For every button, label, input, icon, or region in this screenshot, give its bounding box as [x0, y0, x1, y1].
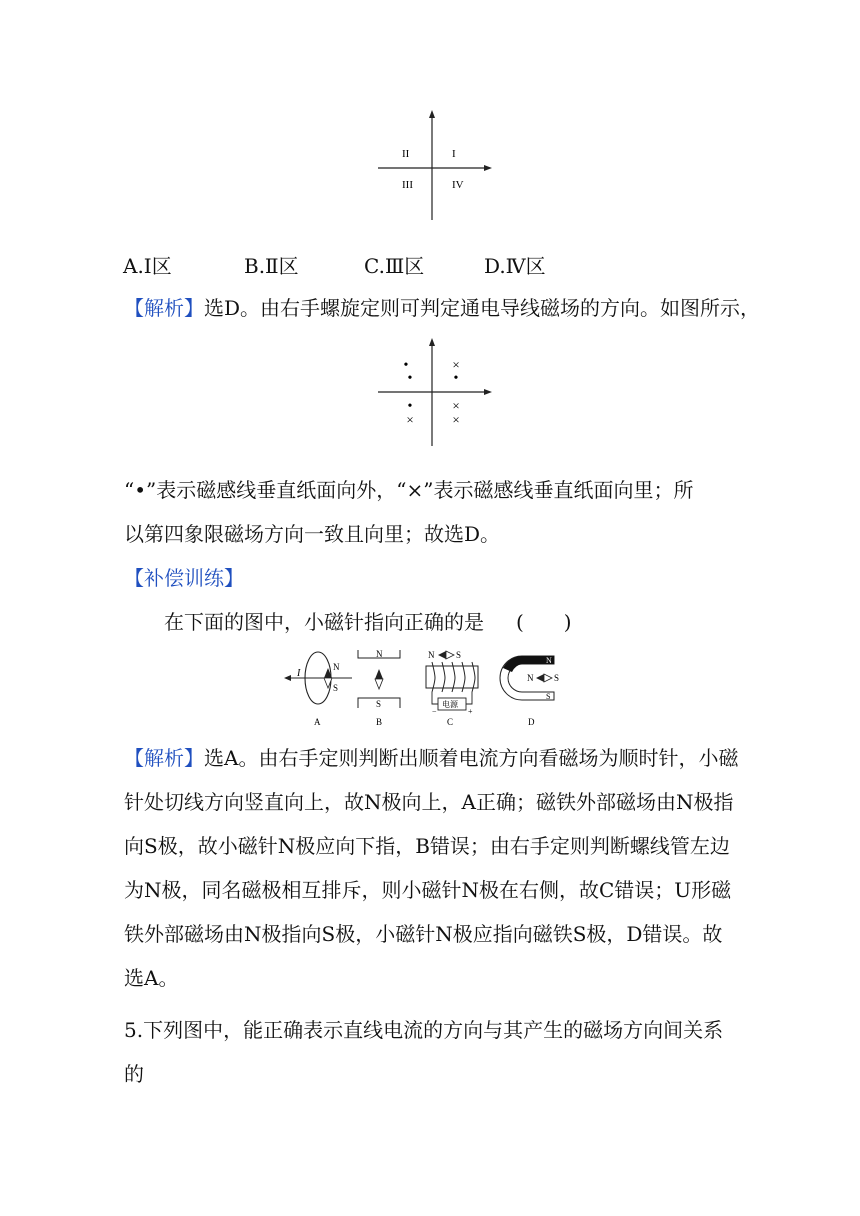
figure-quadrants — [370, 108, 500, 224]
magnet-s-label: S — [376, 699, 382, 709]
diagram-b-label: B — [376, 717, 383, 727]
needle-n-label: N — [333, 662, 340, 672]
analysis-2-line-3: 向S极，故小磁针N极应向下指，B错误；由右手定则判断螺线管左边 — [124, 834, 730, 858]
power-label: 电源 — [442, 700, 458, 709]
quadrant-label-1: I — [452, 148, 456, 160]
option-d: D.Ⅳ区 — [484, 254, 546, 278]
diagram-d-label: D — [528, 717, 535, 727]
cross-mark: × — [452, 398, 460, 413]
cross-mark: × — [452, 357, 460, 372]
figure-compass-options — [282, 648, 582, 730]
analysis-text: 选D。由右手螺旋定则可判定通电导线磁场的方向。如图所示， — [204, 296, 761, 320]
analysis-2-line-1 — [124, 744, 738, 772]
option-c: C.Ⅲ区 — [364, 254, 425, 278]
diagram-a — [284, 652, 352, 727]
needle-n-label: N — [428, 650, 435, 660]
dot-mark: • — [453, 371, 459, 386]
option-a: A.Ⅰ区 — [123, 254, 172, 278]
analysis-2-line-4: 为N极，同名磁极相互排斥，则小磁针N极在右侧，故C错误；U形磁 — [124, 878, 732, 902]
analysis-2-line-2: 针处切线方向竖直向上，故N极向上，A正确；磁铁外部磁场由N极指 — [124, 790, 734, 814]
dot-mark: • — [407, 371, 413, 386]
question-5-line-2: 的 — [124, 1062, 144, 1086]
dot-mark: • — [403, 358, 409, 373]
needle-s-label: S — [333, 683, 339, 693]
analysis-tag: 【解析】 — [124, 746, 204, 770]
magnet-n-label: N — [376, 649, 383, 659]
diagram-b — [358, 649, 400, 727]
cross-mark: × — [452, 412, 460, 427]
analysis-2-line-5: 铁外部磁场由N极指向S极，小磁针N极应指向磁铁S极，D错误。故 — [124, 922, 723, 946]
explanation-line-2: 以第四象限磁场方向一致且向里；故选D。 — [124, 522, 501, 546]
magnet-s-label: S — [546, 692, 551, 701]
analysis-2-line-6: 选A。 — [124, 966, 179, 990]
diagram-c — [426, 650, 478, 727]
diagram-a-label: A — [314, 717, 321, 727]
needle-s-label: S — [456, 650, 462, 660]
plus-label: + — [468, 707, 473, 716]
needle-s-label: S — [554, 673, 560, 683]
minus-label: − — [432, 707, 437, 716]
question — [164, 608, 572, 636]
current-label: I — [297, 668, 301, 679]
diagram-d — [500, 656, 559, 727]
magnet-n-label: N — [546, 656, 552, 665]
supplement-heading: 【补偿训练】 — [124, 566, 244, 590]
option-b: B.Ⅱ区 — [244, 254, 299, 278]
dot-mark: • — [407, 399, 413, 414]
answer-paren: ( ) — [516, 610, 572, 634]
analysis-1 — [124, 294, 760, 322]
question-5-line-1: 5.下列图中，能正确表示直线电流的方向与其产生的磁场方向间关系 — [124, 1018, 724, 1042]
question-text: 在下面的图中，小磁针指向正确的是 — [164, 610, 484, 634]
diagram-c-label: C — [447, 717, 454, 727]
explanation-line-1: “•”表示磁感线垂直纸面向外，“×”表示磁感线垂直纸面向里；所 — [124, 478, 694, 502]
figure-field-marks — [370, 334, 500, 448]
analysis-text: 选A。由右手定则判断出顺着电流方向看磁场为顺时针，小磁 — [204, 746, 739, 770]
cross-mark: × — [406, 412, 414, 427]
quadrant-label-3: III — [402, 179, 413, 191]
needle-n-label: N — [527, 673, 534, 683]
quadrant-label-4: IV — [452, 179, 464, 191]
quadrant-label-2: II — [402, 148, 410, 160]
analysis-tag: 【解析】 — [124, 296, 204, 320]
